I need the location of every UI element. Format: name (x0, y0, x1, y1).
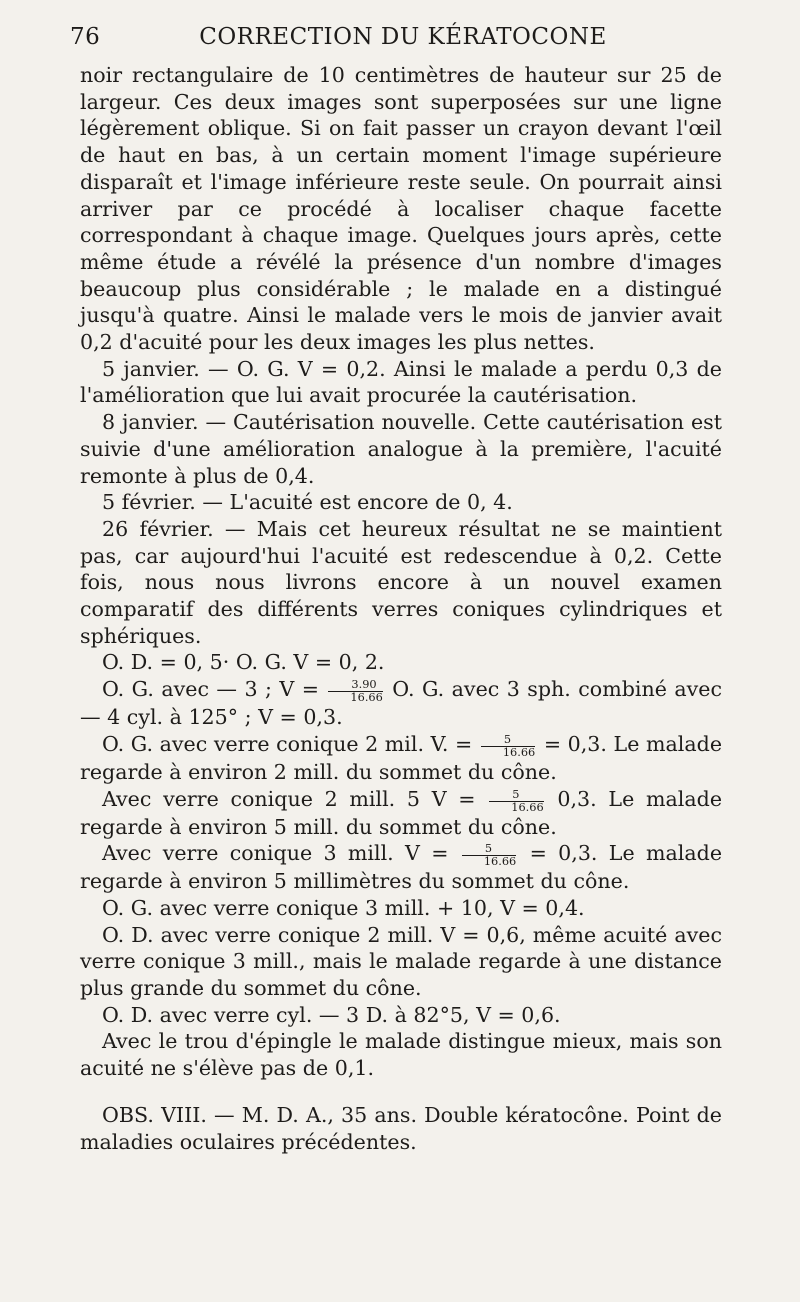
measurement-text: O. G. avec — 3 ; V = (102, 677, 319, 702)
fraction (481, 734, 535, 759)
paragraph-continuation: noir rectangulaire de 10 centimètres de hauteur sur 25 de largeur. Ces deux images sont superposées sur une ligne légèrement oblique. Si on fait passer un crayon devant l'œil de haut en bas, à un certain moment l'image supérieure disparaît et l'image inférieure reste seule. On pourrait ainsi arriver par ce procédé à localiser chaque facette correspondant à chaque image. Quelques jours après, cette même étude a révélé la présence d'un nombre d'images beaucoup plus considérable ; le malade en a distingué jusqu'à quatre. Ainsi le malade vers le mois de janvier avait 0,2 d'acuité pour les deux images les plus nettes. (80, 63, 722, 355)
paragraph-january-8: 8 janvier. — Cautérisation nouvelle. Cette cautérisation est suivie d'une amélioration analogue à la première, l'acuité remonte à plus de 0,4. (80, 410, 722, 488)
measurement-text: O. G. avec verre conique 2 mil. V. = (102, 731, 473, 756)
fraction-numerator: 3.90 (328, 679, 382, 692)
measurement-text: Avec verre conique 2 mill. 5 V = (102, 786, 476, 811)
page-header (70, 14, 736, 54)
fraction (489, 786, 544, 814)
fraction-denominator: 16.66 (350, 690, 383, 705)
measurement-line: O. D. = 0, 5· O. G. V = 0, 2. (102, 650, 385, 675)
fraction-denominator: 16.66 (511, 799, 544, 814)
paragraph-february-26: 26 février. — Mais cet heureux résultat ne se maintient pas, car aujourd'hui l'acuité est redescendue à 0,2. Cette fois, nous nous livrons encore à un nouvel examen comparatif des différents verres coniques cylindriques et sphériques. (80, 516, 722, 648)
measurement-text: Avec verre conique 3 mill. V = (102, 841, 449, 866)
fraction-numerator: 5 (489, 789, 543, 802)
fraction-numerator: 5 (481, 734, 535, 747)
fraction (462, 843, 516, 868)
paragraph-february-5: 5 février. — L'acuité est encore de 0, 4. (102, 490, 513, 515)
fraction (328, 679, 382, 704)
paragraph-pinhole: Avec le trou d'épingle le malade distingue mieux, mais son acuité ne s'élève pas de 0,1. (80, 1029, 722, 1081)
page-body (80, 62, 722, 1155)
measurement-text: = 0,3. Le malade regarde à environ 5 millimètres du sommet du cône. (80, 841, 723, 894)
fraction-numerator: 5 (462, 843, 516, 856)
measurement-text: 0,3. Le malade regarde à environ 5 mill. du sommet du cône. (80, 786, 723, 839)
measurement-conical-3mm-plus-10: O. G. avec verre conique 3 mill. + 10, V = 0,4. (102, 895, 585, 920)
paragraph-january-5: 5 janvier. — O. G. V = 0,2. Ainsi le malade a perdu 0,3 de l'amélioration que lui avait procurée la cautérisation. (80, 356, 722, 408)
fraction-denominator: 16.66 (502, 744, 536, 759)
running-title: CORRECTION DU KÉRATOCONE (199, 24, 607, 50)
measurement-text: = 0,3. Le malade regarde à environ 2 mill. du sommet du cône. (80, 731, 723, 784)
measurement-text: O. G. avec 3 sph. combiné avec — 4 cyl. à 125° ; V = 0,3. (80, 677, 723, 730)
measurement-right-eye-cylindrical: O. D. avec verre cyl. — 3 D. à 82°5, V = 0,6. (102, 1002, 561, 1027)
measurement-spherical-cylindrical (80, 676, 722, 731)
observation-heading: OBS. VIII. — M. D. A., 35 ans. Double kératocône. Point de maladies oculaires précédentes. (80, 1102, 722, 1154)
measurement-conical-2-5mm (80, 786, 722, 841)
fraction-denominator: 16.66 (483, 854, 517, 869)
page-number: 76 (70, 24, 101, 50)
measurement-right-eye-conical: O. D. avec verre conique 2 mill. V = 0,6, même acuité avec verre conique 3 mill., mais le malade regarde à une distance plus grande du sommet du cône. (80, 922, 722, 1001)
measurement-conical-2mm (80, 731, 722, 786)
measurement-conical-3mm (80, 840, 722, 895)
